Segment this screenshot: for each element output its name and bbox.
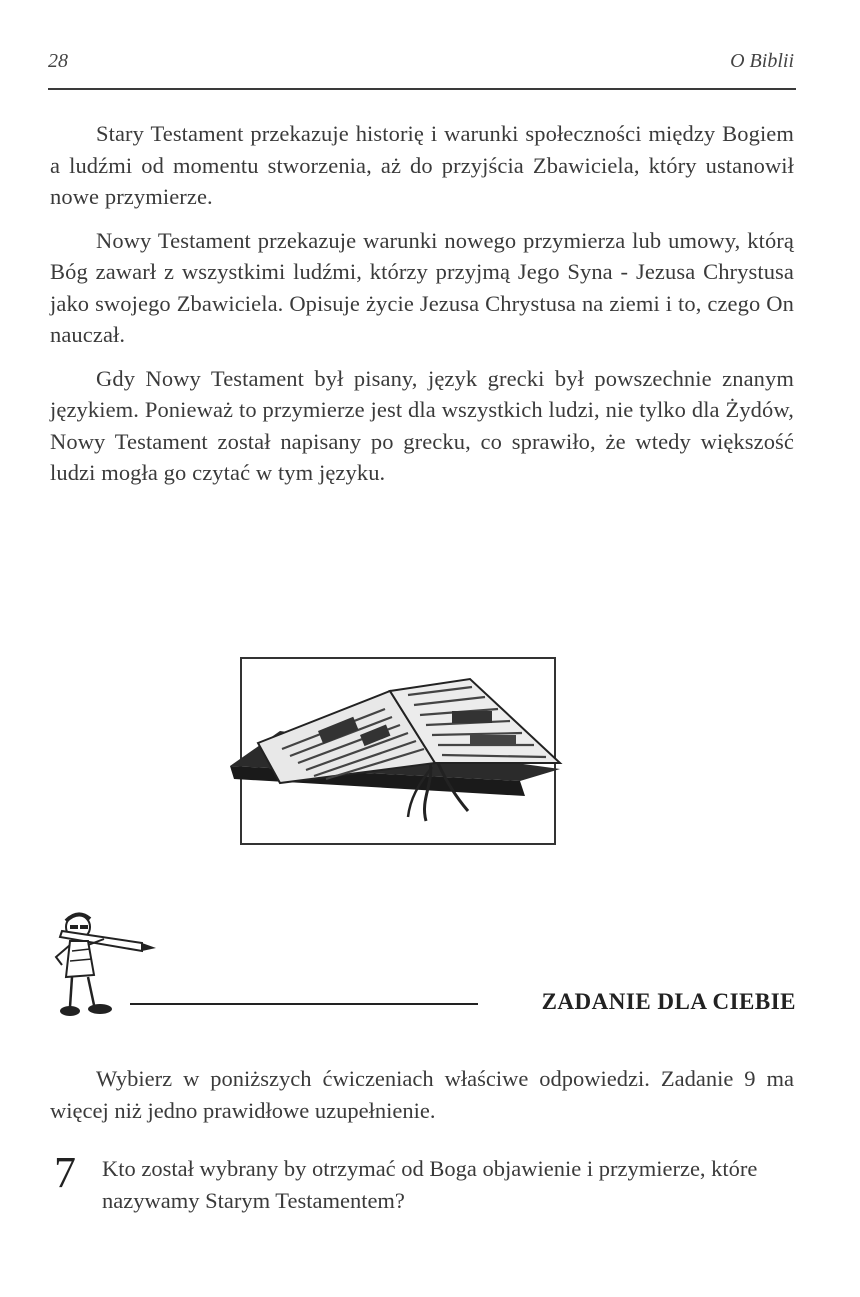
task-heading: ZADANIE DLA CIEBIE xyxy=(541,989,796,1014)
open-bible-icon xyxy=(220,671,590,841)
page-header xyxy=(48,48,796,90)
running-head: O Biblii xyxy=(730,50,794,72)
page-number: 28 xyxy=(48,50,68,72)
task-instructions xyxy=(50,1063,794,1126)
paragraph-old-testament: Stary Testament przekazuje historię i warunki społeczności między Bogiem a ludźmi od momentu stworzenia, aż do przyjścia Zbawiciela, który ustanowił nowe przymierze. xyxy=(50,121,794,209)
question-7 xyxy=(50,1148,794,1216)
instructions-text: Wybierz w poniższych ćwiczeniach właściwe odpowiedzi. Zadanie 9 ma więcej niż jedno prawidłowe uzupełnienie. xyxy=(50,1066,794,1123)
main-text xyxy=(50,118,794,501)
paragraph-greek-language: Gdy Nowy Testament był pisany, język grecki był powszechnie znanym językiem. Ponieważ to przymierze jest dla wszystkich ludzi, nie tylko dla Żydów, Nowy Testament został napisany po grecku, co sprawiło, że wtedy większość ludzi mogła go czytać w tym języku. xyxy=(50,365,794,485)
question-text: Kto został wybrany by otrzymać od Boga objawienie i przymierze, które nazywamy Starym Testamentem? xyxy=(102,1156,758,1213)
bible-illustration xyxy=(240,657,556,845)
question-number: 7 xyxy=(54,1148,76,1197)
task-divider xyxy=(130,1003,478,1005)
student-with-pencil-icon xyxy=(44,905,164,1035)
paragraph-new-testament: Nowy Testament przekazuje warunki nowego przymierza lub umowy, którą Bóg zawarł z wszystkimi ludźmi, którzy przyjmą Jego Syna - Jezusa Chrystusa jako swojego Zbawiciela. Opisuje życie Jezusa Chrystusa na ziemi i to, czego On nauczał. xyxy=(50,227,794,347)
